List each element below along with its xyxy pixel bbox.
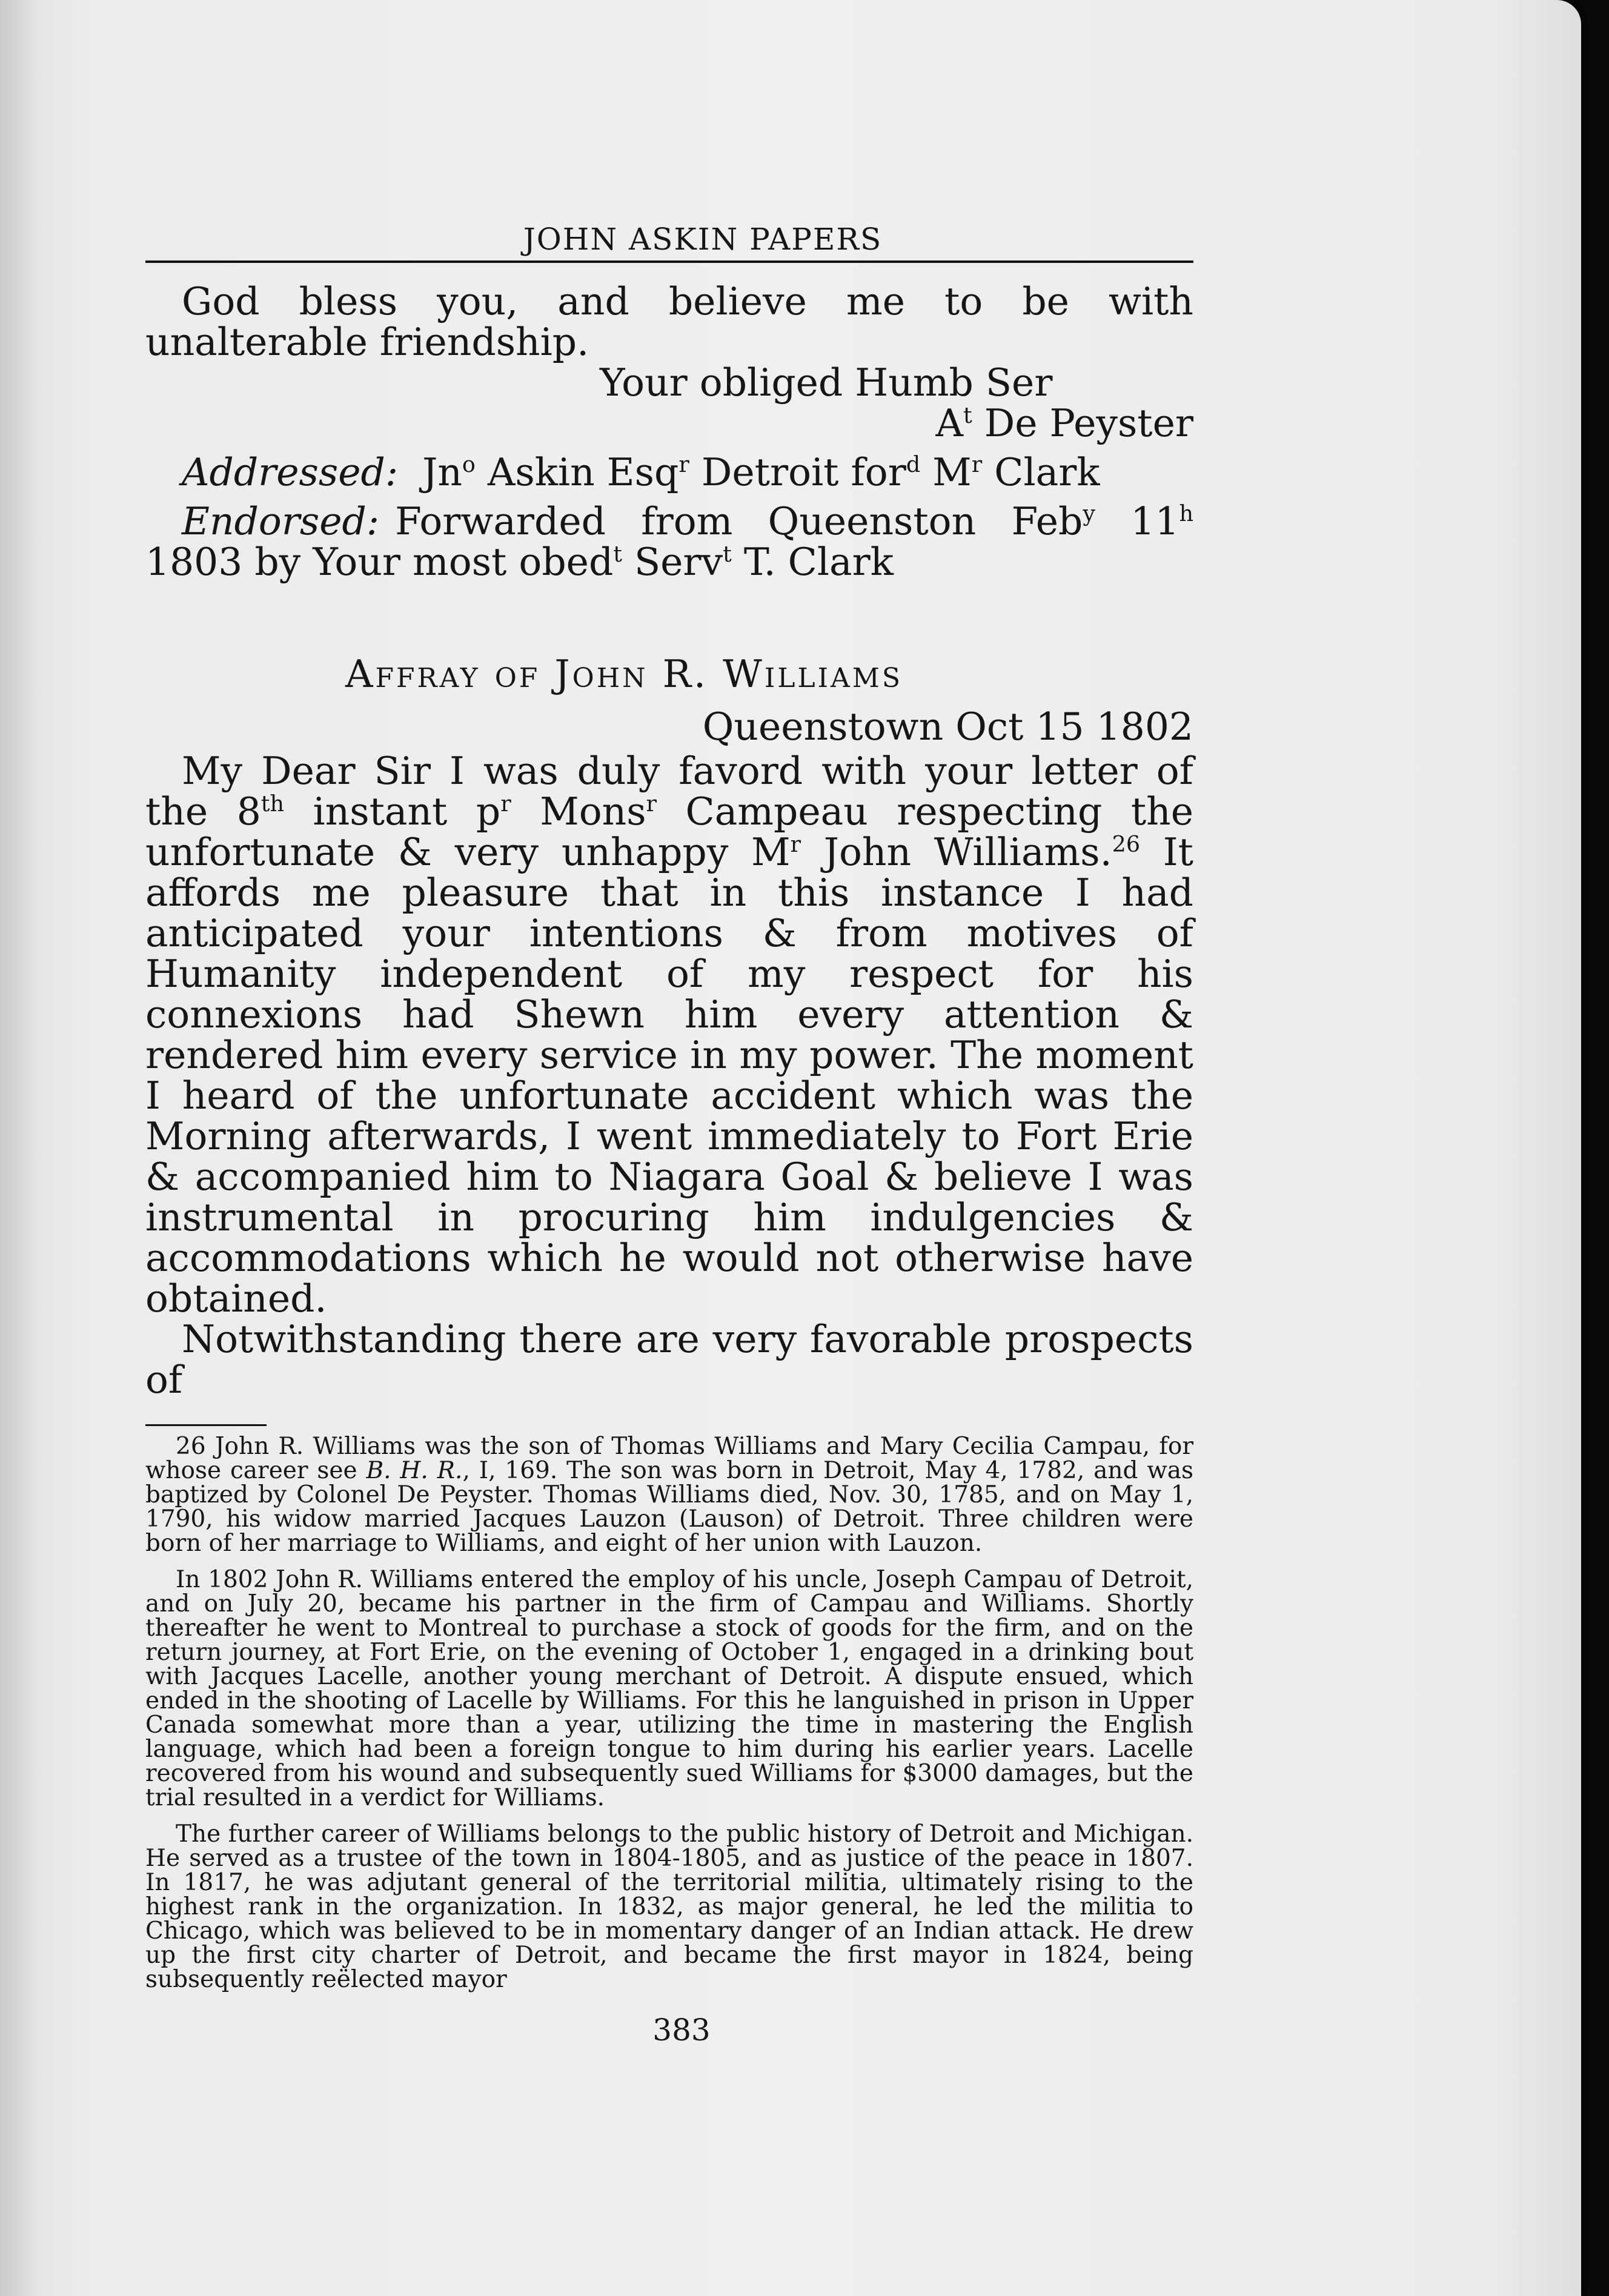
p1-text-b: instant p <box>284 789 501 834</box>
endorsed-sup-4: t <box>723 541 732 567</box>
p1-sup-2: r <box>500 791 511 817</box>
addressed-sup-4: r <box>971 451 983 477</box>
addressed-text-4: M <box>920 450 972 494</box>
endorsed-text-4: Serv <box>622 540 723 584</box>
endorsed-text-1: Forwarded from Queenston Feb <box>395 499 1083 543</box>
p1-text-a: My Dear Sir I was duly favord with your letter of the 8 <box>145 749 1193 834</box>
page-content <box>145 218 1193 2048</box>
footnotes <box>145 1435 1193 1992</box>
endorsed-text-5: T. Clark <box>731 540 894 584</box>
p1-sup-1: th <box>260 791 284 817</box>
fn-text-b: , I, 169. The son was born in Detroit, May 4, 1782, and was baptized by Colonel De Peyster. Thomas Williams died, Nov. 30, 1785, and on May 1, 1790, his widow married Jacques Lauzon (Lauson) of Detroit. Three children were born of her marriage to Williams, and eight of her union with Lauzon. <box>145 1457 1193 1557</box>
p1-text-e: John Williams. <box>801 830 1112 874</box>
addressed-sup-3: d <box>906 451 921 477</box>
addressed-text-3: Detroit for <box>689 450 906 494</box>
p1-text-c: Mons <box>511 789 646 834</box>
p1-text-d: Campeau respecting the unfortunate & very unhappy M <box>145 789 1193 874</box>
running-head: JOHN ASKIN PAPERS <box>523 222 883 257</box>
signature <box>145 403 1193 443</box>
addressed-text-2: Askin Esq <box>475 450 679 494</box>
footnote-26-para-3: The further career of Williams belongs to the public history of Detroit and Michigan. He served as a trustee of the town in 1804-1805, and as justice of the peace in 1807. In 1817, he was adjutant general of the territorial militia, ultimately rising to the highest rank in the organization. In 1832, as major general, he led the militia to Chicago, which was believed to be in momentary danger of an Indian attack. He drew up the first city charter of Detroit, and became the first mayor in 1824, being subsequently reëlected mayor <box>145 1820 1193 1993</box>
body-text <box>145 281 1193 1400</box>
p1-sup-4: r <box>790 831 801 857</box>
footnote-ref-26: 26 <box>1112 831 1141 857</box>
endorsed-sup-1: y <box>1083 500 1095 526</box>
footnote-rule <box>145 1424 267 1426</box>
endorsed-label: Endorsed: <box>182 499 380 543</box>
footnote-26-para-2: In 1802 John R. Williams entered the employ of his uncle, Joseph Campau of Detroit, and on July 20, became his partner in the firm of Campau and Williams. Shortly thereafter he went to Montreal to purchase a stock of goods for the firm, and on the return journey, at Fort Erie, on the evening of October 1, engaged in a drinking bout with Jacques Lacelle, another young merchant of Detroit. A dispute ensued, which ended in the shooting of Lacelle by Williams. For this he languished in prison in Upper Canada somewhat more than a year, utilizing the time in mastering the English language, which had been a foreign tongue to him during his earlier years. Lacelle recovered from his wound and subsequently sued Williams for $3000 damages, but the trial resulted in a verdict for Williams. <box>145 1566 1193 1811</box>
head-rule <box>145 260 1193 263</box>
footnote-26-para-1 <box>145 1435 1193 1556</box>
endorsed-text-2: 11 <box>1095 499 1179 543</box>
letter-closing: God bless you, and believe me to be with unalterable friendship. <box>145 279 1193 364</box>
endorsed-sup-2: h <box>1179 500 1193 526</box>
page-number: 383 <box>652 2012 711 2048</box>
section-title: Affray of John R. Williams <box>345 652 903 696</box>
fn-text-a: 26 John R. Williams was the son of Thomas Williams and Mary Cecilia Campau, for whose career see <box>145 1433 1193 1484</box>
signature-prefix-sup: t <box>963 402 972 428</box>
dateline: Queenstown Oct 15 1802 <box>702 705 1193 749</box>
addressed-line <box>145 452 1193 493</box>
p1-sup-3: r <box>646 791 657 817</box>
letter-paragraph-2: Notwithstanding there are very favorable prospects of <box>145 1317 1193 1402</box>
endorsed-text-3: 1803 by Your most obed <box>145 540 614 584</box>
addressed-sup-2: r <box>678 451 689 477</box>
endorsed-line <box>145 501 1193 582</box>
fn-citation: B. H. R. <box>366 1457 463 1484</box>
addressed-sup-1: o <box>462 451 476 477</box>
letter-paragraph-1 <box>145 751 1193 1319</box>
addressed-text-1: Jn <box>422 450 462 494</box>
addressed-text-5: Clark <box>982 450 1100 494</box>
signature-prefix: A <box>935 401 963 445</box>
endorsed-sup-3: t <box>613 541 622 567</box>
p1-text-f: It affords me pleasure that in this instance I had anticipated your intentions & from motives of Humanity independent of my respect for his connexions had Shewn him every attention & rendered him every service in my power. The moment I heard of the unfortunate accident which was the Morning afterwards, I went immediately to Fort Erie & accompanied him to Niagara Goal & believe I was instrumental in procuring him indulgencies & accommodations which he would not otherwise have obtained. <box>145 830 1193 1321</box>
addressed-label: Addressed: <box>182 450 399 494</box>
signature-name: De Peyster <box>984 401 1193 445</box>
gutter-shadow <box>0 0 42 2296</box>
closing-salutation: Your obliged Humb Ser <box>600 360 1053 405</box>
